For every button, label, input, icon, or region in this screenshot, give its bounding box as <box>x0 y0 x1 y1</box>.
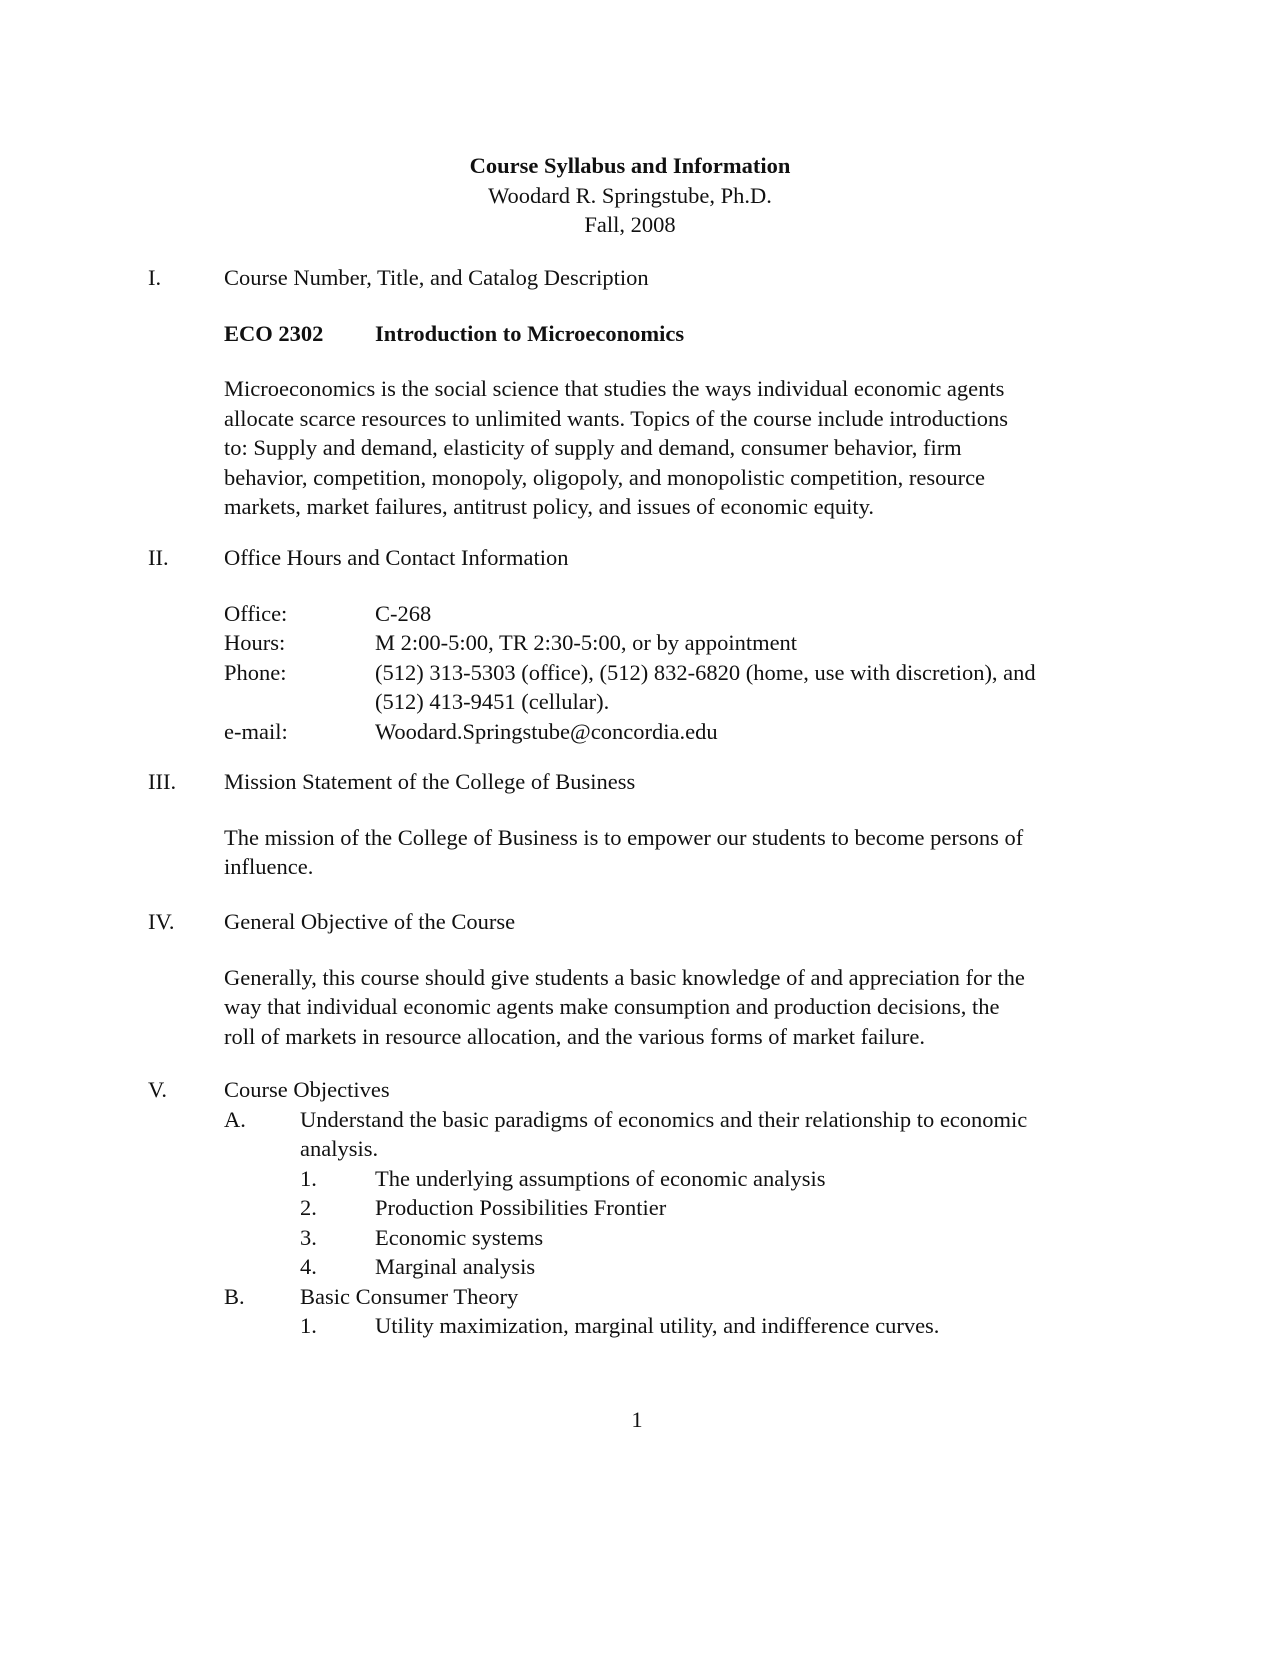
contact-value: M 2:00-5:00, TR 2:30-5:00, or by appointment <box>375 630 798 655</box>
objective-marker: B. <box>224 1283 245 1309</box>
document-title: Course Syllabus and Information <box>469 153 791 178</box>
item-text: Marginal analysis <box>375 1254 536 1279</box>
description-line: to: Supply and demand, elasticity of supply and demand, consumer behavior, firm <box>224 435 962 460</box>
item-number: 1. <box>300 1313 317 1338</box>
item-number: 3. <box>300 1224 317 1250</box>
description-line: Microeconomics is the social science that studies the ways individual economic agents <box>224 376 1005 401</box>
objective-line: way that individual economic agents make consumption and production decisions, the <box>224 994 1000 1019</box>
objective-a-cont <box>224 1134 1124 1164</box>
description-line: behavior, competition, monopoly, oligopoly, and monopolistic competition, resource <box>224 464 986 490</box>
course-name: Introduction to Microeconomics <box>375 320 685 346</box>
contact-value: C-268 <box>375 600 432 626</box>
objective-line: roll of markets in resource allocation, and the various forms of market failure. <box>224 1023 926 1049</box>
mission-line: The mission of the College of Business is to empower our students to become persons of <box>224 824 1024 850</box>
objective-marker: A. <box>224 1106 246 1132</box>
contact-row-hours <box>224 628 1124 658</box>
section-heading: Office Hours and Contact Information <box>224 545 569 570</box>
course-heading <box>224 319 1124 349</box>
section-heading: Course Objectives <box>224 1077 390 1102</box>
section-heading: Course Number, Title, and Catalog Description <box>224 265 649 290</box>
list-item <box>224 1311 1124 1341</box>
item-text: Economic systems <box>375 1224 544 1250</box>
list-item <box>224 1252 1124 1282</box>
email-link[interactable]: Woodard.Springstube@concordia.edu <box>375 718 718 744</box>
course-code: ECO 2302 <box>224 320 324 346</box>
objective-text: analysis. <box>300 1136 379 1161</box>
list-item <box>224 1193 1124 1223</box>
section-heading: Mission Statement of the College of Business <box>224 769 636 794</box>
contact-row-email <box>224 717 1124 747</box>
item-text: Production Possibilities Frontier <box>375 1195 667 1220</box>
objective-a <box>224 1105 1124 1135</box>
item-number: 2. <box>300 1195 317 1220</box>
item-text: Utility maximization, marginal utility, and indifference curves. <box>375 1313 940 1338</box>
item-text: The underlying assumptions of economic analysis <box>375 1165 826 1191</box>
mission-line: influence. <box>224 854 314 879</box>
item-number: 1. <box>300 1165 317 1191</box>
objective-b <box>224 1282 1124 1312</box>
contact-value: (512) 413-9451 (cellular). <box>375 689 610 714</box>
document-header <box>0 151 1270 240</box>
description-line: allocate scarce resources to unlimited wants. Topics of the course include introductions <box>224 405 1009 431</box>
section-heading: General Objective of the Course <box>224 909 516 934</box>
contact-row-phone <box>224 658 1124 688</box>
contact-label: Phone: <box>224 659 287 685</box>
section-number: IV. <box>148 909 175 934</box>
section-number: I. <box>148 265 162 290</box>
contact-value: (512) 313-5303 (office), (512) 832-6820 (home, use with discretion), and <box>375 659 1036 685</box>
list-item <box>224 1223 1124 1253</box>
section-number: III. <box>148 769 177 794</box>
document-term: Fall, 2008 <box>584 212 676 237</box>
objective-text: Understand the basic paradigms of economics and their relationship to economic <box>300 1106 1028 1132</box>
contact-row-office <box>224 599 1124 629</box>
description-line: markets, market failures, antitrust policy, and issues of economic equity. <box>224 494 875 519</box>
contact-table <box>224 599 1124 747</box>
contact-label: e-mail: <box>224 718 288 744</box>
objective-line: Generally, this course should give students a basic knowledge of and appreciation for the <box>224 964 1025 990</box>
item-number: 4. <box>300 1254 317 1279</box>
document-author: Woodard R. Springstube, Ph.D. <box>488 182 772 208</box>
contact-label: Office: <box>224 600 288 626</box>
contact-label: Hours: <box>224 630 286 655</box>
course-description <box>224 374 1124 522</box>
page-number: 1 <box>631 1407 643 1432</box>
section-number: II. <box>148 545 169 570</box>
section-number: V. <box>148 1077 167 1102</box>
contact-row-phone-cont <box>224 687 1124 717</box>
list-item <box>224 1164 1124 1194</box>
objective-text: Basic Consumer Theory <box>300 1283 519 1309</box>
